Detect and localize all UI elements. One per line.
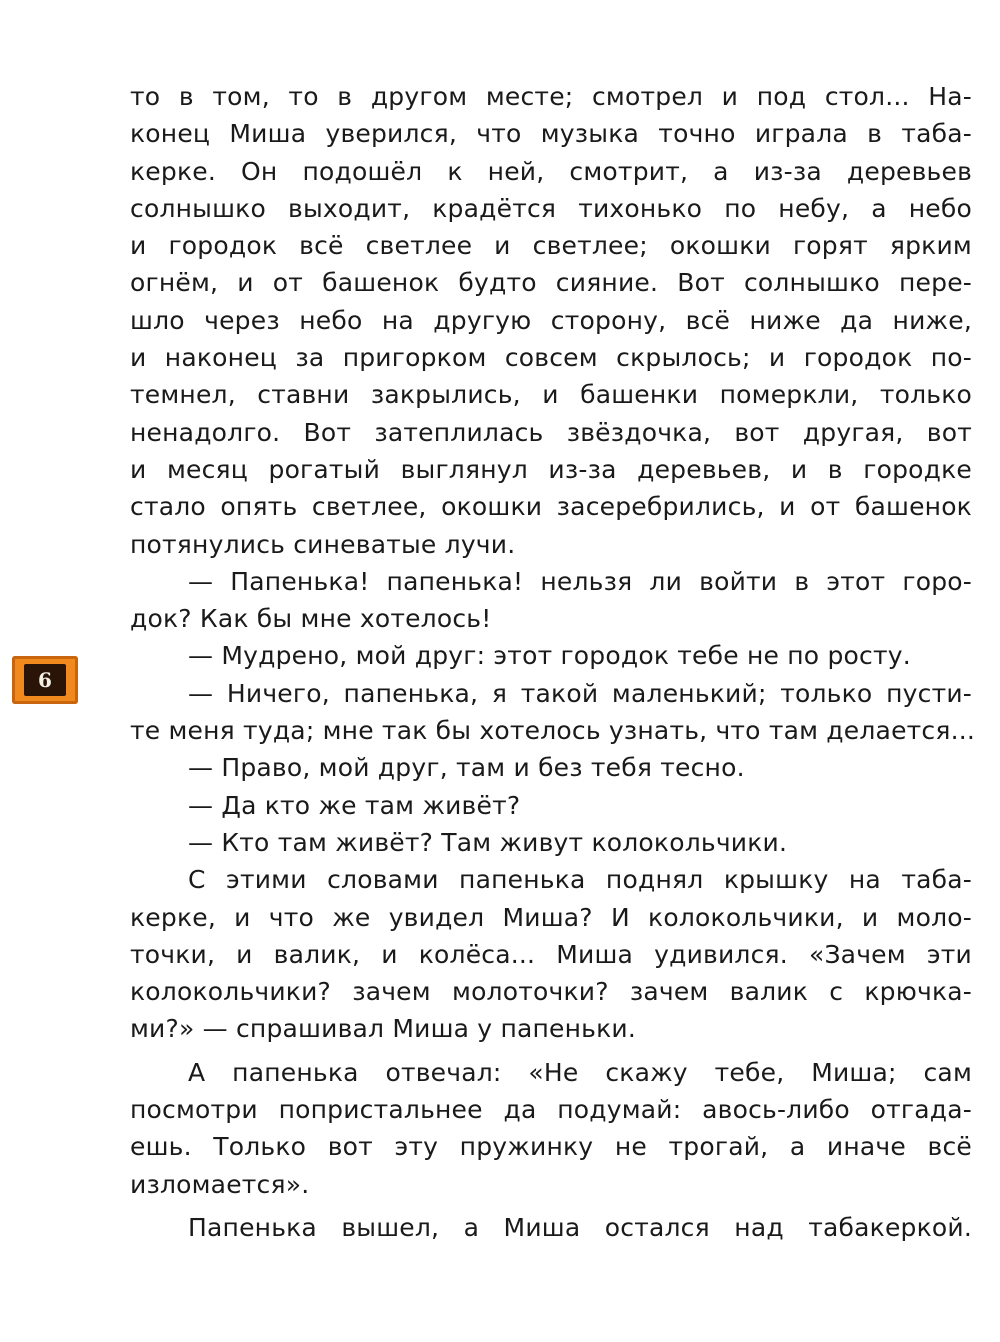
dialogue-line: — Кто там живёт? Там живут колокольчики.	[188, 827, 788, 857]
text-line: и городок всё светлее и светлее; окошки горят ярким	[130, 231, 972, 261]
dialogue-line: — Право, мой друг, там и без тебя тесно.	[188, 753, 745, 783]
text-line: ешь. Только вот эту пружинку не трогай, а иначе всё	[130, 1132, 972, 1162]
text-line: керке. Он подошёл к ней, смотрит, а из-за деревьев	[130, 156, 972, 186]
text-line: конец Миша уверился, что музыка точно играла в таба-	[130, 119, 972, 149]
dialogue-line: — Папенька! папенька! нельзя ли войти в этот горо-	[188, 566, 972, 596]
text-line: солнышко выходит, крадётся тихонько по небу, а небо	[130, 193, 972, 223]
text-line: изломается».	[130, 1169, 310, 1199]
text-line: А папенька отвечал: «Не скажу тебе, Миша; сам	[188, 1057, 972, 1087]
text-line: Папенька вышел, а Миша остался над табакеркой.	[188, 1212, 972, 1242]
dialogue-line: — Мудрено, мой друг: этот городок тебе не по росту.	[188, 641, 911, 671]
page-number-badge	[12, 656, 78, 704]
text-line: темнел, ставни закрылись, и башенки померкли, только	[130, 380, 972, 410]
page-number-frame	[24, 664, 66, 696]
text-line: потянулись синеватые лучи.	[130, 529, 516, 559]
dialogue-line: — Ничего, папенька, я такой маленький; только пусти-	[188, 678, 972, 708]
story-text	[130, 78, 976, 1246]
text-line: и месяц рогатый выглянул из-за деревьев, и в городке	[130, 454, 972, 484]
text-line: огнём, и от башенок будто сияние. Вот солнышко пере-	[130, 268, 972, 298]
page-number: 6	[38, 668, 52, 692]
dialogue-line: те меня туда; мне так бы хотелось узнать, что там делается...	[130, 716, 976, 746]
text-line: то в том, то в другом месте; смотрел и под стол... На-	[130, 82, 972, 111]
text-line: ненадолго. Вот затеплилась звёздочка, вот другая, вот	[130, 417, 972, 447]
text-line: С этими словами папенька поднял крышку на таба-	[188, 865, 972, 895]
text-line: точки, и валик, и колёса... Миша удивился. «Зачем эти	[130, 939, 972, 969]
text-line: ми?» — спрашивал Миша у папеньки.	[130, 1014, 637, 1044]
dialogue-line: док? Как бы мне хотелось!	[130, 604, 492, 634]
text-line: керке, и что же увидел Миша? И колокольчики, и моло-	[130, 902, 972, 932]
text-line: колокольчики? зачем молоточки? зачем валик с крючка-	[130, 977, 972, 1007]
text-line: и наконец за пригорком совсем скрылось; и городок по-	[130, 343, 972, 373]
text-line: шло через небо на другую сторону, всё ниже да ниже,	[130, 305, 972, 335]
text-line: посмотри попристальнее да подумай: авось-либо отгада-	[130, 1095, 972, 1125]
text-line: стало опять светлее, окошки засеребрились, и от башенок	[130, 492, 972, 522]
dialogue-line: — Да кто же там живёт?	[188, 790, 521, 820]
